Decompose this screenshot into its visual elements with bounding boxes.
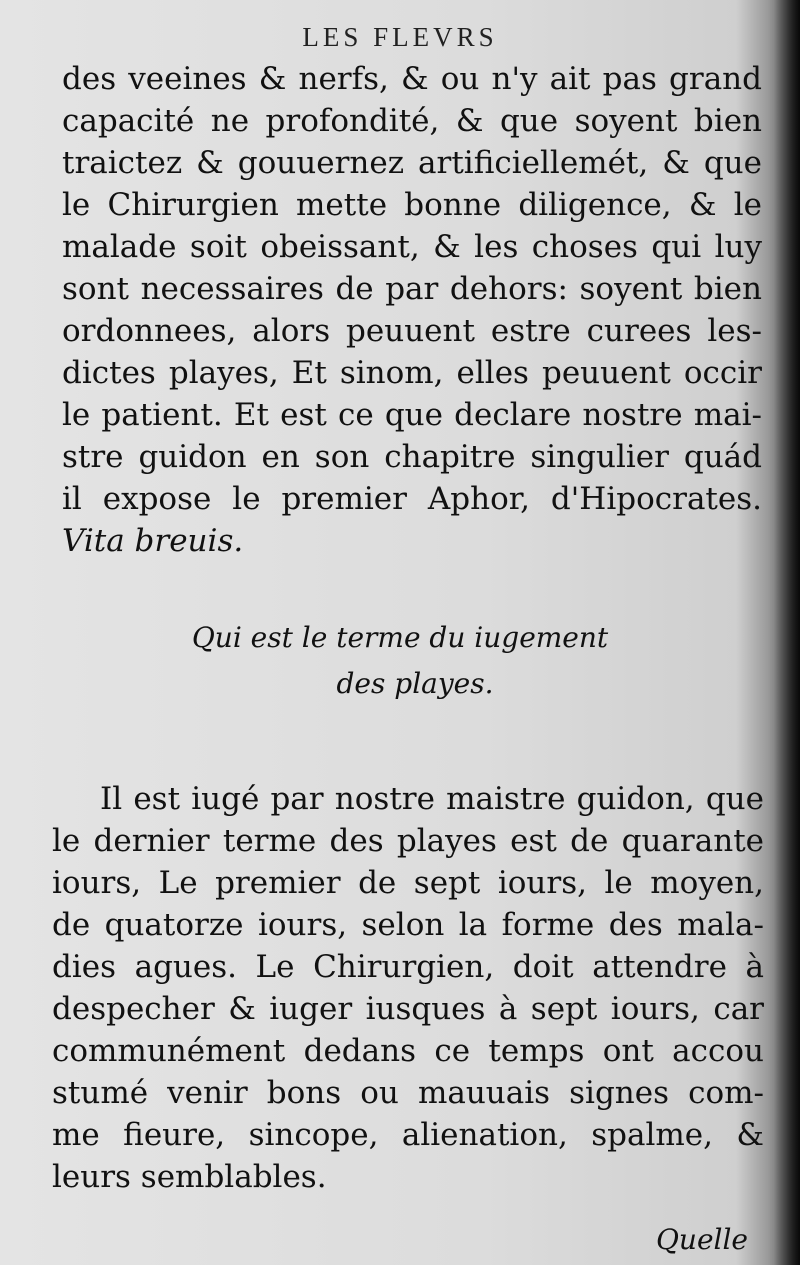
text-line: il expose le premier Aphor, d'Hipocrates. [62, 481, 762, 517]
text-line: communément dedans ce temps ont accou [52, 1033, 764, 1069]
text-line: sont necessaires de par dehors: soyent bien [62, 271, 762, 307]
text-line: des veeines & nerfs, & ou n'y ait pas grand [62, 61, 762, 97]
paragraph-1 [62, 58, 762, 562]
text-line: Il est iugé par nostre maistre guidon, que [100, 781, 764, 817]
text-line: dictes playes, Et sinom, elles peuuent occir [62, 355, 762, 391]
text-line: traictez & gouuernez artificiellemét, & que [62, 145, 762, 181]
text-line: ordonnees, alors peuuent estre curees les- [62, 313, 762, 349]
text-line: de quatorze iours, selon la forme des mala- [52, 907, 764, 943]
text-line: malade soit obeissant, & les choses qui luy [62, 229, 762, 265]
text-line: leurs semblables. [52, 1159, 327, 1195]
text-line: capacité ne profondité, & que soyent bien [62, 103, 762, 139]
running-head: LES FLEVRS [302, 22, 498, 52]
text-line-vita-breuis: Vita breuis. [62, 523, 244, 559]
section-heading-line-1: Qui est le terme du iugement [191, 621, 609, 654]
text-line: le dernier terme des playes est de quarante [52, 823, 764, 859]
section-heading-line-2: des playes. [336, 667, 494, 700]
text-line: stre guidon en son chapitre singulier quád [62, 439, 762, 475]
text-line: le Chirurgien mette bonne diligence, & le [62, 187, 762, 223]
text-line: stumé venir bons ou mauuais signes com- [52, 1075, 764, 1111]
text-line: despecher & iuger iusques à sept iours, car [52, 991, 764, 1027]
text-line: dies agues. Le Chirurgien, doit attendre à [52, 949, 764, 985]
text-line: le patient. Et est ce que declare nostre mai- [62, 397, 762, 433]
text-line: me fieure, sincope, alienation, spalme, & [52, 1117, 764, 1153]
catchword: Quelle [655, 1223, 748, 1256]
text-line: iours, Le premier de sept iours, le moyen, [52, 865, 764, 901]
paragraph-2 [52, 778, 764, 1198]
